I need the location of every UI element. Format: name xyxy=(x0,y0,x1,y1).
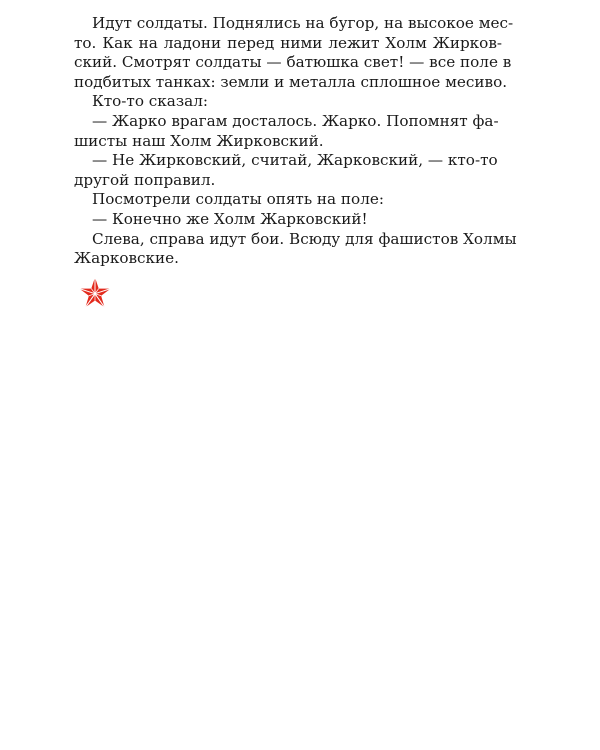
text-line-9: другой поправил. xyxy=(74,170,216,189)
story-text xyxy=(74,14,517,269)
text-line-8: — Не Жирковский, считай, Жарковский, — кто-то xyxy=(92,151,498,170)
text-line-10: Посмотрели солдаты опять на поле: xyxy=(92,190,384,209)
text-line-4: подбитых танках: земли и металла сплошное месиво. xyxy=(74,72,508,91)
text-line-12: Слева, справа идут бои. Всюду для фашистов Холмы xyxy=(92,229,517,248)
text-line-1: Идут солдаты. Поднялись на бугор, на высокое мес- xyxy=(92,14,514,32)
red-star-facets xyxy=(79,277,110,307)
text-line-11: — Конечно же Холм Жарковский! xyxy=(92,209,368,228)
text-line-6: — Жарко врагам досталось. Жарко. Попомнят фа- xyxy=(92,111,499,130)
text-line-13: Жарковские. xyxy=(74,249,179,268)
text-line-7: шисты наш Холм Жирковский. xyxy=(74,131,324,150)
red-star-icon xyxy=(78,276,112,310)
text-line-2: то. Как на ладони перед ними лежит Холм Жирков- xyxy=(74,33,502,52)
text-line-5: Кто-то сказал: xyxy=(92,92,208,111)
text-line-3: ский. Смотрят солдаты — батюшка свет! — все поле в xyxy=(74,53,512,72)
